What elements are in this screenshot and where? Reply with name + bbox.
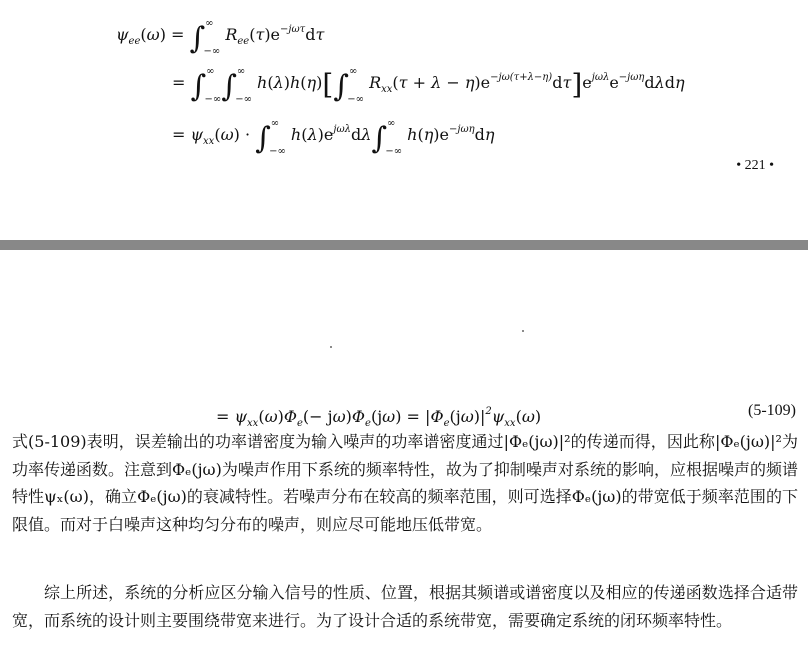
- equation-line-4: = $\psi_{xx}(\omega)\Phi_e(- j\omega)\Phi_e(j\omega) = |\Phi_e(j\omega)|^2\psi_{xx}(\omega)$: [216, 406, 542, 429]
- equation-line-2: = $\int^\infty_{-\infty}\int^\infty_{-\infty}$ $h(\lambda)h(\eta)[\int^\infty_{-\infty}$ $R_{xx}(\tau + \lambda - \eta)e^{-j\omega(\tau+\lambda-\eta)}d\tau]e^{j\omega\lambda}e^{-j\omega\eta}d\lambda d\eta$: [172, 66, 685, 105]
- equation-line-3: = $\psi_{xx}(\omega) \cdot \int^\infty_{-\infty}$ $h(\lambda)e^{j\omega\lambda}d\lambda\int^\infty_{-\infty}$ $h(\eta)e^{-j\omega\eta}d\eta$: [172, 118, 495, 157]
- equation-number: (5-109): [748, 402, 796, 419]
- body-paragraph-2: 综上所述，系统的分析应区分输入信号的性质、位置，根据其频谱或谱密度以及相应的传递函数选择合适带宽，而系统的设计则主要围绕带宽来进行。为了设计合适的系统带宽，需要确定系统的闭环频率特性。: [12, 583, 798, 630]
- body-paragraph-1: 式(5-109)表明，误差输出的功率谱密度为输入噪声的功率谱密度通过|Φₑ(jω)|²的传递而得，因此称|Φₑ(jω)|²为功率传递函数。注意到Φₑ(jω)为噪声作用下系统的频率特性，故为了抑制噪声对系统的影响，应根据噪声的频谱特性ψₓ(ω)，确立Φₑ(jω)的衰减特性。若噪声分布在较高的频率范围，则可选择Φₑ(jω)的带宽低于频率范围的下限值。而对于白噪声这种均匀分布的噪声，则应尽可能地压低带宽。: [12, 432, 798, 534]
- equation-line-1: $\psi_{ee}(\omega) = \int^\infty_{-\infty}$ $R_{ee}(\tau)e^{-j\omega\tau}d\tau$: [116, 18, 325, 57]
- page-number: • 221 •: [736, 158, 774, 173]
- page-divider: [0, 240, 808, 250]
- scan-speck: [330, 346, 332, 348]
- scan-speck: [522, 330, 524, 332]
